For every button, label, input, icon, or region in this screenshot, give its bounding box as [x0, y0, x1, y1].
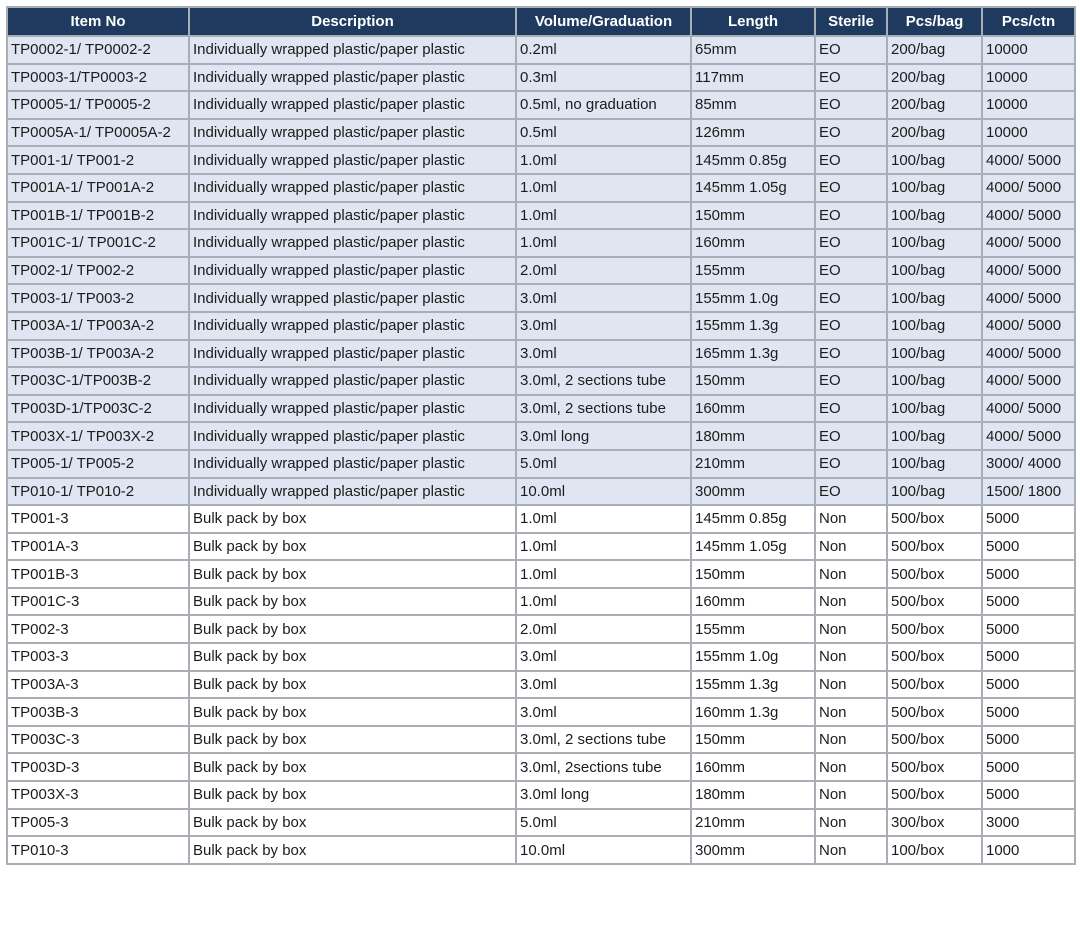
cell-volume: 1.0ml	[516, 588, 691, 616]
cell-length: 85mm	[691, 91, 815, 119]
cell-pcs-bag: 100/bag	[887, 395, 982, 423]
cell-volume: 3.0ml	[516, 340, 691, 368]
cell-item-no: TP005-3	[7, 809, 189, 837]
table-row	[7, 422, 1075, 450]
cell-length: 126mm	[691, 119, 815, 147]
table-row	[7, 560, 1075, 588]
cell-description: Individually wrapped plastic/paper plastic	[189, 395, 516, 423]
cell-pcs-ctn: 4000/ 5000	[982, 395, 1075, 423]
cell-description: Bulk pack by box	[189, 505, 516, 533]
cell-volume: 5.0ml	[516, 809, 691, 837]
cell-sterile: Non	[815, 836, 887, 864]
col-header-pcs-ctn: Pcs/ctn	[982, 7, 1075, 36]
cell-length: 155mm	[691, 257, 815, 285]
cell-length: 155mm 1.0g	[691, 284, 815, 312]
cell-volume: 3.0ml, 2 sections tube	[516, 367, 691, 395]
col-header-volume: Volume/Graduation	[516, 7, 691, 36]
cell-description: Individually wrapped plastic/paper plastic	[189, 450, 516, 478]
table-row	[7, 450, 1075, 478]
table-row	[7, 533, 1075, 561]
cell-pcs-ctn: 10000	[982, 91, 1075, 119]
cell-pcs-ctn: 5000	[982, 533, 1075, 561]
cell-sterile: EO	[815, 119, 887, 147]
cell-item-no: TP003C-1/TP003B-2	[7, 367, 189, 395]
cell-item-no: TP001-3	[7, 505, 189, 533]
cell-pcs-bag: 500/box	[887, 753, 982, 781]
cell-volume: 3.0ml	[516, 312, 691, 340]
cell-length: 117mm	[691, 64, 815, 92]
cell-description: Individually wrapped plastic/paper plastic	[189, 367, 516, 395]
cell-pcs-bag: 500/box	[887, 505, 982, 533]
cell-pcs-bag: 200/bag	[887, 36, 982, 64]
cell-item-no: TP005-1/ TP005-2	[7, 450, 189, 478]
table-row	[7, 202, 1075, 230]
table-row	[7, 367, 1075, 395]
table-row	[7, 64, 1075, 92]
cell-length: 165mm 1.3g	[691, 340, 815, 368]
cell-sterile: EO	[815, 91, 887, 119]
cell-pcs-bag: 100/bag	[887, 478, 982, 506]
table-row	[7, 836, 1075, 864]
cell-sterile: EO	[815, 174, 887, 202]
cell-length: 160mm	[691, 588, 815, 616]
table-row	[7, 615, 1075, 643]
cell-length: 145mm 1.05g	[691, 533, 815, 561]
cell-pcs-ctn: 5000	[982, 588, 1075, 616]
table-row	[7, 119, 1075, 147]
cell-description: Individually wrapped plastic/paper plastic	[189, 202, 516, 230]
cell-description: Individually wrapped plastic/paper plastic	[189, 422, 516, 450]
cell-pcs-ctn: 4000/ 5000	[982, 146, 1075, 174]
cell-sterile: Non	[815, 698, 887, 726]
cell-description: Individually wrapped plastic/paper plastic	[189, 36, 516, 64]
cell-pcs-ctn: 10000	[982, 36, 1075, 64]
cell-description: Bulk pack by box	[189, 809, 516, 837]
cell-description: Individually wrapped plastic/paper plastic	[189, 91, 516, 119]
cell-description: Bulk pack by box	[189, 615, 516, 643]
table-row	[7, 395, 1075, 423]
table-row	[7, 726, 1075, 754]
cell-pcs-bag: 100/bag	[887, 450, 982, 478]
cell-volume: 1.0ml	[516, 229, 691, 257]
cell-pcs-bag: 300/box	[887, 809, 982, 837]
cell-pcs-ctn: 5000	[982, 643, 1075, 671]
cell-length: 180mm	[691, 422, 815, 450]
cell-sterile: Non	[815, 643, 887, 671]
cell-length: 65mm	[691, 36, 815, 64]
cell-item-no: TP001C-3	[7, 588, 189, 616]
cell-sterile: Non	[815, 588, 887, 616]
cell-description: Bulk pack by box	[189, 533, 516, 561]
cell-volume: 1.0ml	[516, 146, 691, 174]
cell-sterile: Non	[815, 781, 887, 809]
cell-pcs-bag: 100/bag	[887, 257, 982, 285]
table-body	[7, 36, 1075, 864]
col-header-pcs-bag: Pcs/bag	[887, 7, 982, 36]
cell-description: Bulk pack by box	[189, 671, 516, 699]
cell-pcs-ctn: 5000	[982, 560, 1075, 588]
cell-sterile: EO	[815, 478, 887, 506]
cell-length: 160mm	[691, 753, 815, 781]
cell-sterile: EO	[815, 422, 887, 450]
cell-length: 300mm	[691, 478, 815, 506]
cell-pcs-ctn: 10000	[982, 64, 1075, 92]
cell-description: Bulk pack by box	[189, 726, 516, 754]
cell-item-no: TP001B-1/ TP001B-2	[7, 202, 189, 230]
cell-volume: 1.0ml	[516, 174, 691, 202]
table-row	[7, 588, 1075, 616]
cell-pcs-bag: 100/bag	[887, 146, 982, 174]
cell-pcs-bag: 500/box	[887, 698, 982, 726]
cell-item-no: TP003A-1/ TP003A-2	[7, 312, 189, 340]
cell-pcs-ctn: 10000	[982, 119, 1075, 147]
cell-description: Individually wrapped plastic/paper plastic	[189, 146, 516, 174]
col-header-description: Description	[189, 7, 516, 36]
cell-length: 155mm 1.3g	[691, 312, 815, 340]
cell-description: Bulk pack by box	[189, 643, 516, 671]
table-row	[7, 643, 1075, 671]
cell-description: Bulk pack by box	[189, 560, 516, 588]
cell-item-no: TP002-3	[7, 615, 189, 643]
cell-length: 155mm 1.3g	[691, 671, 815, 699]
cell-item-no: TP003X-1/ TP003X-2	[7, 422, 189, 450]
cell-pcs-bag: 100/bag	[887, 422, 982, 450]
cell-length: 155mm 1.0g	[691, 643, 815, 671]
table-row	[7, 478, 1075, 506]
cell-item-no: TP003D-1/TP003C-2	[7, 395, 189, 423]
cell-description: Individually wrapped plastic/paper plastic	[189, 64, 516, 92]
cell-pcs-bag: 100/bag	[887, 229, 982, 257]
cell-item-no: TP001B-3	[7, 560, 189, 588]
cell-sterile: EO	[815, 202, 887, 230]
cell-description: Individually wrapped plastic/paper plastic	[189, 257, 516, 285]
cell-pcs-bag: 500/box	[887, 588, 982, 616]
cell-sterile: Non	[815, 533, 887, 561]
cell-length: 150mm	[691, 202, 815, 230]
cell-description: Individually wrapped plastic/paper plastic	[189, 174, 516, 202]
cell-pcs-ctn: 5000	[982, 726, 1075, 754]
cell-item-no: TP001-1/ TP001-2	[7, 146, 189, 174]
cell-item-no: TP003B-1/ TP003A-2	[7, 340, 189, 368]
cell-volume: 5.0ml	[516, 450, 691, 478]
cell-pcs-bag: 500/box	[887, 781, 982, 809]
cell-sterile: EO	[815, 36, 887, 64]
cell-sterile: EO	[815, 340, 887, 368]
cell-length: 300mm	[691, 836, 815, 864]
cell-volume: 3.0ml, 2 sections tube	[516, 726, 691, 754]
cell-pcs-bag: 100/bag	[887, 284, 982, 312]
table-row	[7, 36, 1075, 64]
table-row	[7, 174, 1075, 202]
cell-volume: 2.0ml	[516, 257, 691, 285]
table-row	[7, 671, 1075, 699]
cell-volume: 10.0ml	[516, 478, 691, 506]
cell-pcs-ctn: 1500/ 1800	[982, 478, 1075, 506]
cell-item-no: TP002-1/ TP002-2	[7, 257, 189, 285]
cell-description: Bulk pack by box	[189, 698, 516, 726]
cell-item-no: TP0005A-1/ TP0005A-2	[7, 119, 189, 147]
cell-item-no: TP001A-3	[7, 533, 189, 561]
cell-volume: 1.0ml	[516, 505, 691, 533]
cell-pcs-bag: 200/bag	[887, 119, 982, 147]
cell-sterile: EO	[815, 284, 887, 312]
table-row	[7, 340, 1075, 368]
cell-length: 145mm 1.05g	[691, 174, 815, 202]
table-row	[7, 698, 1075, 726]
cell-length: 180mm	[691, 781, 815, 809]
cell-pcs-ctn: 5000	[982, 505, 1075, 533]
cell-sterile: Non	[815, 560, 887, 588]
cell-length: 145mm 0.85g	[691, 146, 815, 174]
cell-pcs-bag: 500/box	[887, 615, 982, 643]
cell-item-no: TP003C-3	[7, 726, 189, 754]
cell-pcs-bag: 500/box	[887, 560, 982, 588]
cell-pcs-bag: 200/bag	[887, 91, 982, 119]
table-row	[7, 257, 1075, 285]
cell-item-no: TP003D-3	[7, 753, 189, 781]
cell-item-no: TP003X-3	[7, 781, 189, 809]
cell-volume: 10.0ml	[516, 836, 691, 864]
cell-description: Individually wrapped plastic/paper plastic	[189, 340, 516, 368]
cell-pcs-ctn: 4000/ 5000	[982, 257, 1075, 285]
cell-length: 150mm	[691, 367, 815, 395]
cell-pcs-ctn: 3000	[982, 809, 1075, 837]
cell-pcs-bag: 500/box	[887, 671, 982, 699]
table-row	[7, 312, 1075, 340]
cell-item-no: TP001A-1/ TP001A-2	[7, 174, 189, 202]
cell-pcs-ctn: 4000/ 5000	[982, 284, 1075, 312]
cell-volume: 3.0ml	[516, 284, 691, 312]
table-row	[7, 781, 1075, 809]
cell-description: Bulk pack by box	[189, 588, 516, 616]
col-header-item-no: Item No	[7, 7, 189, 36]
cell-pcs-bag: 100/bag	[887, 312, 982, 340]
cell-description: Individually wrapped plastic/paper plastic	[189, 312, 516, 340]
cell-volume: 1.0ml	[516, 202, 691, 230]
cell-pcs-bag: 100/box	[887, 836, 982, 864]
cell-item-no: TP003A-3	[7, 671, 189, 699]
cell-length: 160mm	[691, 229, 815, 257]
cell-item-no: TP010-1/ TP010-2	[7, 478, 189, 506]
cell-volume: 3.0ml, 2 sections tube	[516, 395, 691, 423]
cell-pcs-ctn: 4000/ 5000	[982, 229, 1075, 257]
cell-volume: 0.2ml	[516, 36, 691, 64]
cell-length: 210mm	[691, 450, 815, 478]
cell-pcs-ctn: 4000/ 5000	[982, 367, 1075, 395]
cell-volume: 0.3ml	[516, 64, 691, 92]
cell-pcs-ctn: 5000	[982, 781, 1075, 809]
cell-pcs-ctn: 5000	[982, 698, 1075, 726]
cell-pcs-ctn: 4000/ 5000	[982, 422, 1075, 450]
cell-pcs-ctn: 5000	[982, 671, 1075, 699]
cell-description: Individually wrapped plastic/paper plastic	[189, 119, 516, 147]
cell-sterile: EO	[815, 257, 887, 285]
cell-length: 160mm 1.3g	[691, 698, 815, 726]
cell-pcs-ctn: 4000/ 5000	[982, 174, 1075, 202]
cell-item-no: TP0005-1/ TP0005-2	[7, 91, 189, 119]
table-row	[7, 284, 1075, 312]
col-header-sterile: Sterile	[815, 7, 887, 36]
cell-description: Individually wrapped plastic/paper plastic	[189, 478, 516, 506]
cell-length: 150mm	[691, 726, 815, 754]
cell-sterile: Non	[815, 671, 887, 699]
cell-volume: 3.0ml long	[516, 781, 691, 809]
cell-pcs-bag: 500/box	[887, 643, 982, 671]
cell-volume: 0.5ml	[516, 119, 691, 147]
cell-pcs-bag: 200/bag	[887, 64, 982, 92]
cell-item-no: TP001C-1/ TP001C-2	[7, 229, 189, 257]
cell-volume: 1.0ml	[516, 533, 691, 561]
cell-length: 160mm	[691, 395, 815, 423]
cell-sterile: EO	[815, 312, 887, 340]
product-spec-table	[6, 6, 1076, 865]
cell-sterile: EO	[815, 146, 887, 174]
table-row	[7, 809, 1075, 837]
cell-sterile: EO	[815, 450, 887, 478]
table-row	[7, 91, 1075, 119]
table-header	[7, 7, 1075, 36]
cell-item-no: TP0002-1/ TP0002-2	[7, 36, 189, 64]
cell-description: Individually wrapped plastic/paper plastic	[189, 284, 516, 312]
col-header-length: Length	[691, 7, 815, 36]
cell-length: 155mm	[691, 615, 815, 643]
cell-pcs-bag: 100/bag	[887, 367, 982, 395]
cell-pcs-ctn: 4000/ 5000	[982, 312, 1075, 340]
cell-sterile: Non	[815, 505, 887, 533]
cell-description: Individually wrapped plastic/paper plastic	[189, 229, 516, 257]
cell-pcs-ctn: 4000/ 5000	[982, 340, 1075, 368]
cell-item-no: TP0003-1/TP0003-2	[7, 64, 189, 92]
cell-pcs-ctn: 5000	[982, 615, 1075, 643]
cell-pcs-ctn: 4000/ 5000	[982, 202, 1075, 230]
cell-sterile: EO	[815, 229, 887, 257]
cell-item-no: TP003-1/ TP003-2	[7, 284, 189, 312]
cell-sterile: Non	[815, 809, 887, 837]
cell-pcs-bag: 500/box	[887, 533, 982, 561]
cell-pcs-ctn: 3000/ 4000	[982, 450, 1075, 478]
cell-pcs-bag: 100/bag	[887, 340, 982, 368]
table-row	[7, 146, 1075, 174]
cell-description: Bulk pack by box	[189, 753, 516, 781]
cell-description: Bulk pack by box	[189, 781, 516, 809]
cell-sterile: EO	[815, 395, 887, 423]
cell-sterile: Non	[815, 726, 887, 754]
cell-volume: 3.0ml	[516, 643, 691, 671]
cell-item-no: TP003-3	[7, 643, 189, 671]
cell-pcs-bag: 500/box	[887, 726, 982, 754]
table-row	[7, 505, 1075, 533]
cell-length: 145mm 0.85g	[691, 505, 815, 533]
cell-length: 150mm	[691, 560, 815, 588]
cell-volume: 3.0ml, 2sections tube	[516, 753, 691, 781]
cell-pcs-bag: 100/bag	[887, 174, 982, 202]
cell-volume: 1.0ml	[516, 560, 691, 588]
cell-sterile: Non	[815, 615, 887, 643]
cell-length: 210mm	[691, 809, 815, 837]
header-row	[7, 7, 1075, 36]
cell-sterile: Non	[815, 753, 887, 781]
cell-pcs-bag: 100/bag	[887, 202, 982, 230]
cell-description: Bulk pack by box	[189, 836, 516, 864]
cell-volume: 2.0ml	[516, 615, 691, 643]
cell-sterile: EO	[815, 367, 887, 395]
cell-volume: 3.0ml long	[516, 422, 691, 450]
table-row	[7, 229, 1075, 257]
cell-item-no: TP003B-3	[7, 698, 189, 726]
cell-sterile: EO	[815, 64, 887, 92]
cell-pcs-ctn: 1000	[982, 836, 1075, 864]
cell-volume: 3.0ml	[516, 671, 691, 699]
cell-pcs-ctn: 5000	[982, 753, 1075, 781]
table-row	[7, 753, 1075, 781]
cell-item-no: TP010-3	[7, 836, 189, 864]
cell-volume: 3.0ml	[516, 698, 691, 726]
cell-volume: 0.5ml, no graduation	[516, 91, 691, 119]
